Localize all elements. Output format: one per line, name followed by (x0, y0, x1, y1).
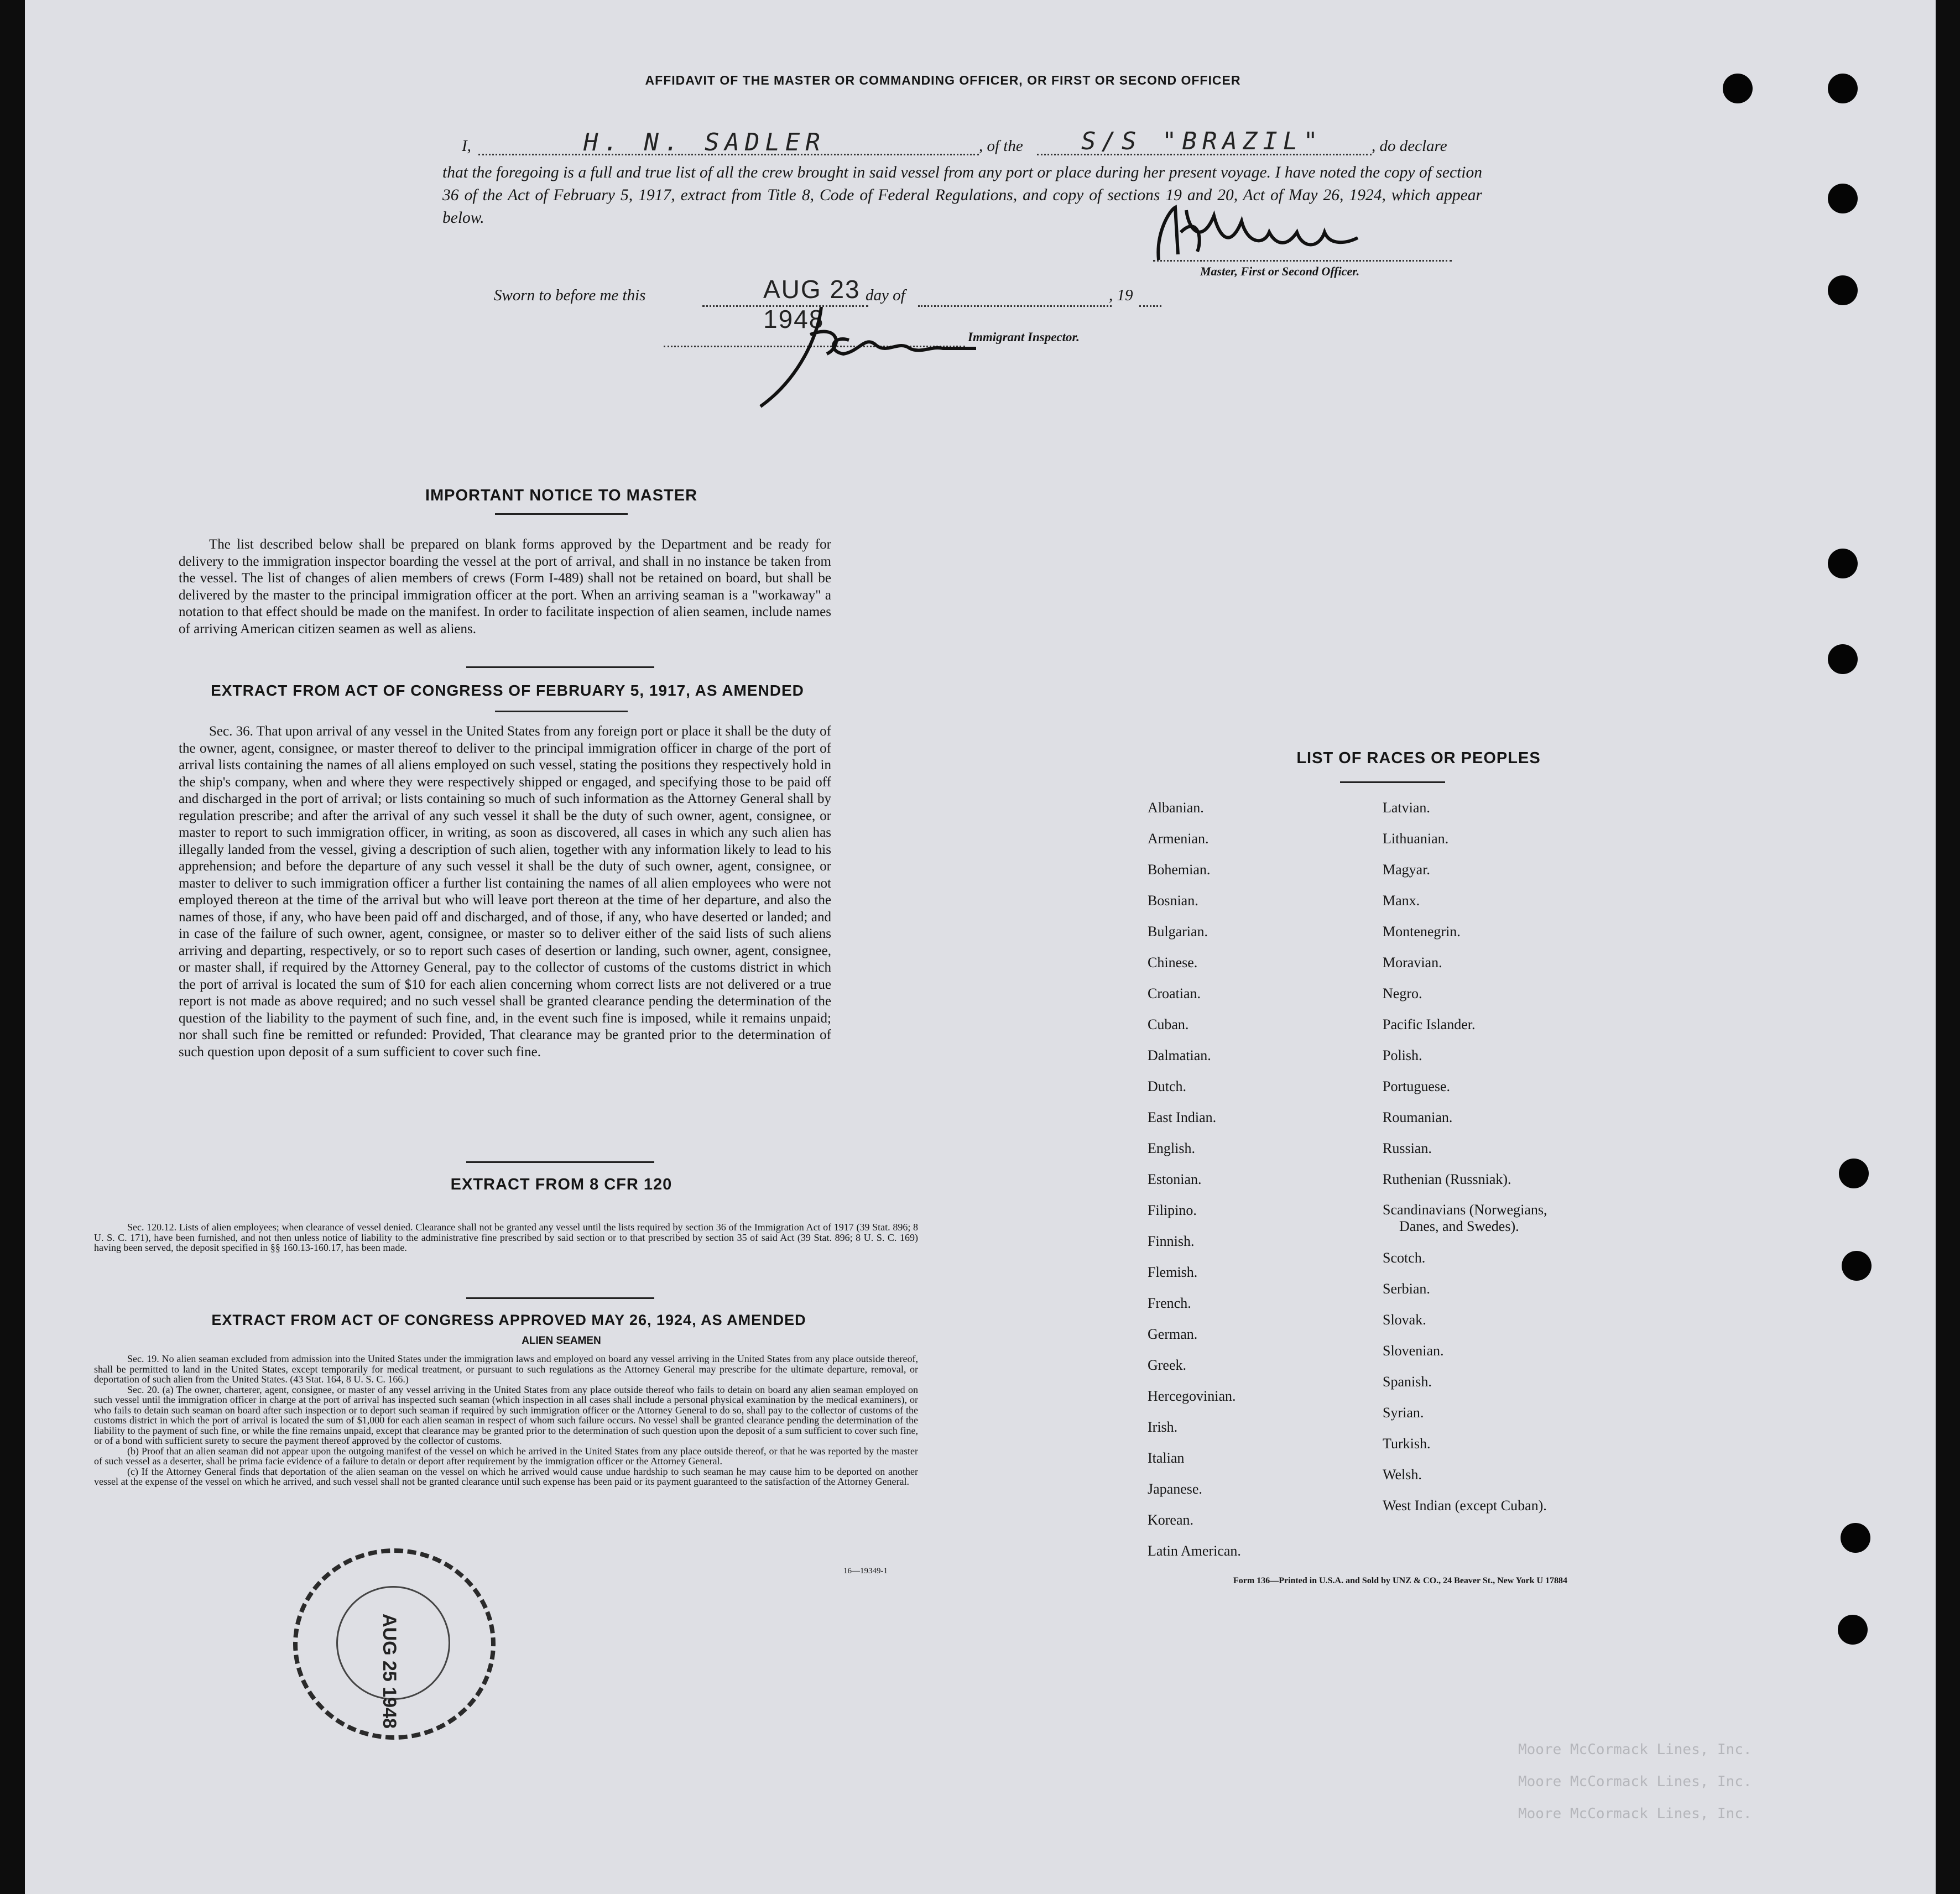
race-item: Scandinavians (Norwegians, (1383, 1202, 1547, 1218)
race-item: Irish. (1148, 1419, 1178, 1435)
punch-hole-2 (1828, 74, 1858, 103)
race-item: Polish. (1383, 1047, 1422, 1063)
of-the-label: , of the (979, 137, 1023, 155)
signer-caption: Master, First or Second Officer. (1200, 264, 1360, 278)
race-item: Syrian. (1383, 1405, 1424, 1421)
inspector-signature-svg (755, 301, 987, 412)
punch-hole-3 (1828, 184, 1858, 213)
notice-end-rule (466, 666, 654, 668)
punch-hole-1 (1723, 74, 1753, 103)
race-item: Latvian. (1383, 800, 1430, 816)
signature-line (1153, 248, 1452, 262)
sworn-label: Sworn to before me this (494, 286, 646, 304)
punch-hole-8 (1842, 1251, 1872, 1281)
punch-hole-6 (1828, 644, 1858, 674)
race-item: Hercegovinian. (1148, 1388, 1236, 1404)
notice-paragraph: The list described below shall be prepared on blank forms approved by the Department and be ready for delivery to the immigration inspector boarding the vessel at the port of arrival, and shall in no instance be taken from the vessel. The list of changes of alien members of crews (Form I-489) shall not be retained on board, but shall be delivered by the master to the principal immigration officer at the port. When an arriving seaman is a "workaway" a notation to that effect should be made on the manifest. In order to facilitate inspection of alien seamen, include names of arriving American citizen seamen as well as aliens. (179, 537, 831, 636)
extract-1924-form-code: 16—19349-1 (843, 1567, 888, 1575)
race-item: East Indian. (1148, 1109, 1217, 1125)
bleed-through-line-3: Moore McCormack Lines, Inc. (1518, 1806, 1752, 1822)
race-item: Japanese. (1148, 1481, 1202, 1497)
document-page (25, 0, 1936, 1894)
sworn-year-line (1139, 286, 1161, 307)
day-of-label: day of (866, 286, 905, 304)
race-item: Armenian. (1148, 831, 1209, 847)
race-item: West Indian (except Cuban). (1383, 1498, 1547, 1514)
race-item: Chinese. (1148, 954, 1198, 971)
race-item: Russian. (1383, 1140, 1432, 1156)
extract-1917-paragraph: Sec. 36. That upon arrival of any vessel in the United States from any foreign port or place it shall be the duty of the owner, agent, consignee, or master thereof to deliver to the principal immigration officer in charge of the port of arrival lists containing the names of all aliens employed on such vessel, stating the positions they respectively hold in the ship's company, when and where they were respectively shipped or engaged, and specifying those to be paid off and discharged in the port of arrival; or lists containing so much of such information as the Attorney General shall by regulation prescribe; and after the arrival of any such vessel it shall be the duty of such owner, agent, consignee, or master to report to such immigration officer, in writing, as soon as discovered, all cases in which any such alien has illegally landed from the vessel, giving a description of such alien, together with any information likely to lead to his apprehension; and before the departure of any such vessel it shall be the duty of such owner, agent, consignee, or master to deliver to such immigration officer a further list containing the names of all alien employees who were not employed thereon at the time of the arrival but who will leave port thereon at the time of her departure, and also the names of those, if any, who have been paid off and discharged, and of those, if any, who have deserted or landed; and in case of the failure of such owner, agent, consignee, or master so to deliver either of the said lists of such aliens arriving and departing, respectively, or so to report such cases of desertion or landing, such owner, agent, consignee, or master shall, if required by the Attorney General, pay to the collector of customs of the customs district in which the port of arrival is located the sum of $10 for each alien concerning whom correct lists are not delivered or a true report is not made as above required; and no such vessel shall be granted clearance pending the determination of the question of the liability to the payment of such fine, and, in the event such fine is imposed, while it remains unpaid; nor shall such fine be remitted or refunded: Provided, That clearance may be granted prior to the determination of such question upon deposit of a sum sufficient to cover such fine. (179, 724, 831, 1060)
race-item: Dalmatian. (1148, 1047, 1211, 1063)
bleed-through-line-1: Moore McCormack Lines, Inc. (1518, 1741, 1752, 1758)
notice-heading: IMPORTANT NOTICE TO MASTER (425, 487, 698, 504)
race-item: Italian (1148, 1450, 1185, 1466)
race-item: Welsh. (1383, 1467, 1422, 1483)
extract-1924-sec20a: Sec. 20. (a) The owner, charterer, agent, consignee, or master of any vessel arriving in the United States from any place outside thereof who fails to detain on board any alien seaman employed on such vessel until the immigration officer in charge at the port of arrival has inspected such seaman (which inspection in all cases shall include a personal physical examination by the medical examiners), or who fails to detain such seaman on board after such inspection or to deport such seaman if required by such immigration officer or the Attorney General to do so, shall pay to the collector of customs of the customs district in which the port of arrival is located the sum of $1,000 for each alien seaman in respect of whom such failure occurs. No vessel shall be granted clearance pending the determination of the liability to the payment of such fine, or while the fine remains unpaid, except that clearance may be granted prior to the determination of such question upon the deposit of a sum sufficient to cover such fine, or of a bond with sufficient surety to secure the payment thereof approved by the collector of customs. (94, 1384, 918, 1446)
race-item: German. (1148, 1326, 1198, 1342)
bleed-through-text (1518, 1734, 1752, 1830)
race-item: Cuban. (1148, 1016, 1189, 1032)
extract-1924-heading: EXTRACT FROM ACT OF CONGRESS APPROVED MAY 26, 1924, AS AMENDED (211, 1312, 806, 1328)
extract-1924-top-rule (466, 1297, 654, 1299)
punch-hole-5 (1828, 549, 1858, 578)
extract-1924-sections (94, 1354, 918, 1487)
inspector-signature (755, 301, 987, 412)
extract-cfr-heading: EXTRACT FROM 8 CFR 120 (450, 1176, 673, 1193)
year-prefix-label: , 19 (1109, 286, 1133, 304)
race-item: Roumanian. (1383, 1109, 1453, 1125)
race-item: Montenegrin. (1383, 923, 1461, 940)
race-item: Albanian. (1148, 800, 1204, 816)
race-item: Ruthenian (Russniak). (1383, 1171, 1511, 1187)
race-item: Flemish. (1148, 1264, 1198, 1280)
race-item: Pacific Islander. (1383, 1016, 1476, 1032)
race-item: Finnish. (1148, 1233, 1195, 1249)
race-item: Lithuanian. (1383, 831, 1449, 847)
extract-1917-rule (495, 711, 628, 712)
extract-1924-sec20c: (c) If the Attorney General finds that deportation of the alien seaman on the vessel on which he arrived would cause undue hardship to such seaman he may cause him to be deported on another vessel at the expense of the vessel on which he arrived, and such vessel shall not be granted clearance until such expense has been paid or its payment guaranteed to the satisfaction of the Attorney General. (94, 1465, 918, 1487)
affidavit-title: AFFIDAVIT OF THE MASTER OR COMMANDING OFFICER, OR FIRST OR SECOND OFFICER (645, 73, 1241, 87)
punch-hole-10 (1838, 1615, 1868, 1645)
notice-rule (495, 513, 628, 515)
race-item: Negro. (1383, 985, 1422, 1001)
punch-hole-9 (1841, 1523, 1870, 1553)
extract-1924-subheading: ALIEN SEAMEN (522, 1335, 601, 1347)
race-item: French. (1148, 1295, 1191, 1311)
race-item: Greek. (1148, 1357, 1187, 1373)
race-item: Manx. (1383, 893, 1420, 909)
race-item: Slovenian. (1383, 1343, 1444, 1359)
race-item: Croatian. (1148, 985, 1201, 1001)
race-item: Latin American. (1148, 1543, 1241, 1559)
race-item: Turkish. (1383, 1436, 1431, 1452)
race-item: Dutch. (1148, 1078, 1187, 1094)
race-item: Moravian. (1383, 954, 1442, 971)
race-item: Scotch. (1383, 1250, 1426, 1266)
vessel-name-line (1037, 127, 1372, 155)
race-item: Portuguese. (1383, 1078, 1451, 1094)
races-left-column (1148, 792, 1241, 1567)
punch-hole-4 (1828, 275, 1858, 305)
races-right-column (1383, 792, 1547, 1521)
race-item: Bohemian. (1148, 862, 1211, 878)
cfr-top-rule (466, 1161, 654, 1163)
race-item: Korean. (1148, 1512, 1194, 1528)
race-item: Serbian. (1383, 1281, 1430, 1297)
declare-label: , do declare (1372, 137, 1447, 155)
master-name-field: H. N. SADLER (583, 128, 826, 156)
race-item: English. (1148, 1140, 1195, 1156)
race-item: Spanish. (1383, 1374, 1432, 1390)
races-rule (1340, 781, 1445, 783)
race-item: Bosnian. (1148, 893, 1198, 909)
inspector-caption: Immigrant Inspector. (968, 330, 1080, 344)
form-imprint: Form 136—Printed in U.S.A. and Sold by UNZ & CO., 24 Beaver St., New York U 17884 (1233, 1576, 1568, 1585)
race-item: Estonian. (1148, 1171, 1202, 1187)
races-heading: LIST OF RACES OR PEOPLES (1296, 749, 1541, 767)
affidavit-statement: that the foregoing is a full and true list of all the crew brought in said vessel from any port or place during her present voyage. I have noted the copy of section 36 of the Act of February 5, 1917, extract from Title 8, Code of Federal Regulations, and copy of sections 19 and 20, Act of May 26, 1924, which appear below. (442, 164, 1482, 227)
punch-hole-7 (1839, 1159, 1869, 1188)
race-item: Bulgarian. (1148, 923, 1208, 940)
bleed-through-line-2: Moore McCormack Lines, Inc. (1518, 1773, 1752, 1790)
race-item: Filipino. (1148, 1202, 1197, 1218)
extract-cfr-paragraph: Sec. 120.12. Lists of alien employees; when clearance of vessel denied. Clearance shall not be granted any vessel until the lists required by section 36 of the Immigration Act of 1917 (39 Stat. 896; 8 U. S. C. 171), have been furnished, and not then unless notice of liability to the administrative fine prescribed by said section or to that prescribed by section 35 of said Act (39 Stat. 896; 8 U. S. C. 169) having been served, the deposit specified in §§ 160.13-160.17, has been made. (94, 1222, 918, 1253)
port-date-stamp-date: AUG 25 1948 (379, 1614, 400, 1729)
port-date-stamp (293, 1548, 496, 1740)
race-item: Magyar. (1383, 862, 1430, 878)
master-name-line (478, 128, 979, 156)
vessel-name-field: S/S "BRAZIL" (1081, 127, 1323, 155)
race-item: Danes, and Swedes). (1399, 1218, 1519, 1234)
race-item: Slovak. (1383, 1312, 1426, 1328)
extract-1924-sec20b: (b) Proof that an alien seaman did not appear upon the outgoing manifest of the vessel on which he arrived in the United States from any place outside thereof, or that he was reported by the master of such vessel as a deserter, shall be prima facie evidence of a failure to detain or deport after requirement by the immigration officer or the Attorney General. (94, 1445, 918, 1467)
sworn-date-stamp: AUG 23 1948 (763, 275, 861, 333)
extract-1917-heading: EXTRACT FROM ACT OF CONGRESS OF FEBRUARY 5, 1917, AS AMENDED (211, 682, 804, 699)
extract-1924-sec19: Sec. 19. No alien seaman excluded from admission into the United States under the immigration laws and employed on board any vessel arriving in the United States from any place outside thereof, shall be permitted to land in the United States, except temporarily for medical treatment, or pursuant to such regulations as the Attorney General may prescribe for the ultimate departure, removal, or deportation of such alien from the United States. (43 Stat. 164, 8 U. S. C. 166.) (94, 1353, 918, 1385)
affidavit-i-label: I, (462, 137, 471, 155)
